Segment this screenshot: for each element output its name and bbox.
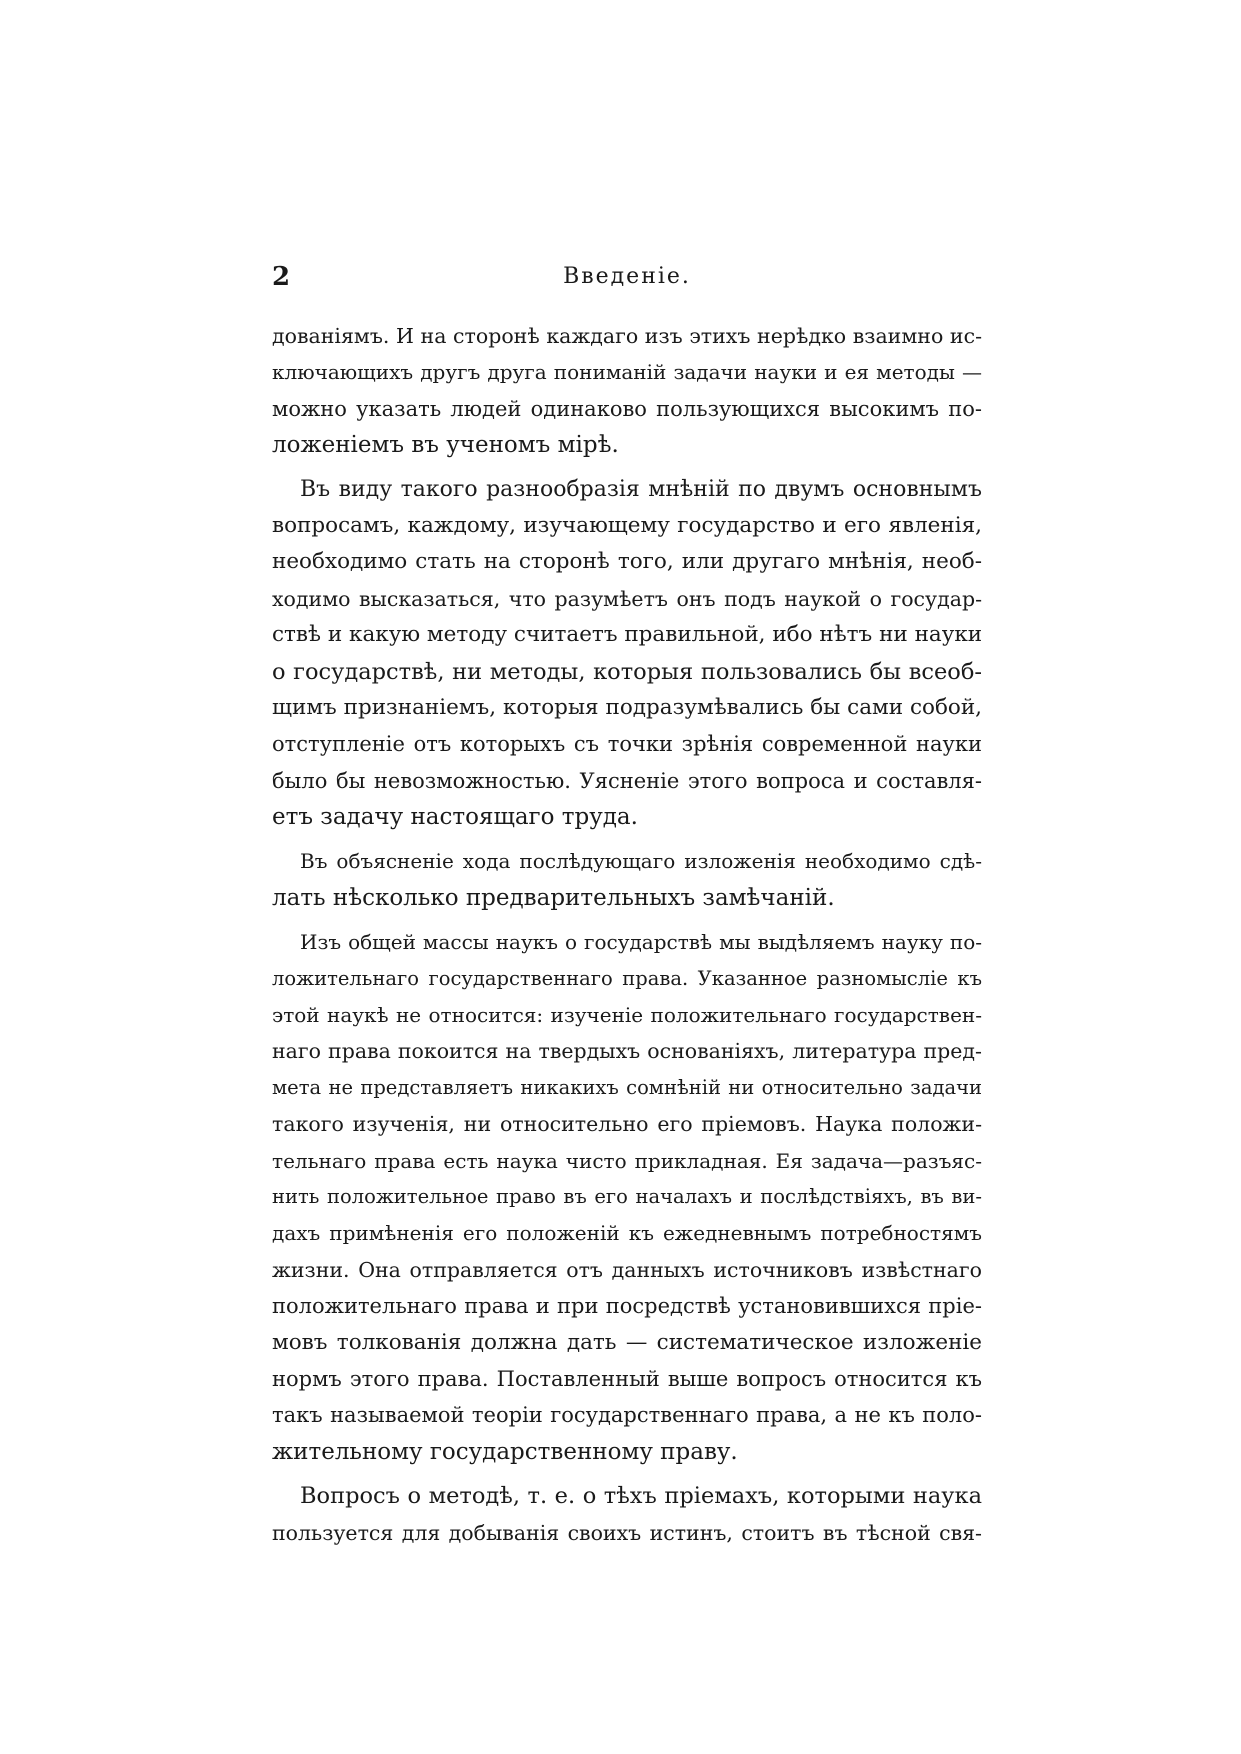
text-line: ствѣ и какую методу считаетъ правильной, ибо нѣтъ ни науки bbox=[272, 622, 983, 648]
text-line: нормъ этого права. Поставленный выше вопросъ относится къ bbox=[272, 1366, 982, 1391]
paragraph-1 bbox=[272, 318, 982, 464]
text-line: ложительнаго государственнаго права. Указанное разномысліе къ bbox=[272, 966, 982, 990]
text-line: ключающихъ другъ друга пониманій задачи науки и ея методы — bbox=[272, 360, 982, 385]
text-line: Изъ общей массы наукъ о государствѣ мы выдѣляемъ науку по- bbox=[300, 930, 982, 955]
text-line: можно указать людей одинаково пользующихся высокимъ по- bbox=[272, 396, 982, 421]
paragraph-3 bbox=[272, 843, 982, 916]
text-line: дахъ примѣненія его положеній къ ежедневнымъ потребностямъ bbox=[272, 1221, 982, 1246]
text-line: необходимо стать на сторонѣ того, или другаго мнѣнія, необ- bbox=[272, 549, 982, 575]
paragraph-2 bbox=[272, 472, 982, 836]
text-line: Въ объясненіе хода послѣдующаго изложенія необходимо сдѣ- bbox=[300, 849, 982, 874]
section-title: Введеніе. bbox=[563, 264, 691, 289]
text-line: жизни. Она отправляется отъ данныхъ источниковъ извѣстнаго bbox=[272, 1257, 982, 1282]
body-text bbox=[272, 318, 982, 1559]
text-line: жительному государственному праву. bbox=[272, 1438, 738, 1465]
text-line: Вопросъ о методѣ, т. е. о тѣхъ пріемахъ, которыми наука bbox=[300, 1483, 982, 1510]
text-line: етъ задачу настоящаго труда. bbox=[272, 804, 638, 831]
text-line: вопросамъ, каждому, изучающему государство и его явленія, bbox=[272, 512, 982, 538]
text-line: ложеніемъ въ ученомъ мірѣ. bbox=[272, 432, 619, 459]
text-line: положительнаго права и при посредствѣ установившихся пріе- bbox=[272, 1294, 982, 1319]
text-line: отступленіе отъ которыхъ съ точки зрѣнія современной науки bbox=[272, 732, 982, 757]
text-line: наго права покоится на твердыхъ основаніяхъ, литература пред- bbox=[272, 1039, 982, 1064]
paragraph-4 bbox=[272, 924, 982, 1470]
text-line: лать нѣсколько предварительныхъ замѣчаній. bbox=[272, 884, 835, 911]
text-line: было бы невозможностью. Уясненіе этого вопроса и составля- bbox=[272, 768, 982, 793]
paragraph-5 bbox=[272, 1478, 982, 1551]
running-head bbox=[272, 262, 982, 302]
text-line: такого изученія, ни относительно его пріемовъ. Наука положи- bbox=[272, 1112, 982, 1137]
text-line: тельнаго права есть наука чисто прикладная. Ея задача—разъяс- bbox=[272, 1148, 982, 1173]
text-line: нить положительное право въ его началахъ и послѣдствіяхъ, въ ви- bbox=[272, 1184, 982, 1208]
text-line: этой наукѣ не относится: изученіе положительнаго государствен- bbox=[272, 1003, 982, 1028]
text-line: о государствѣ, ни методы, которыя пользовались бы всеоб- bbox=[272, 658, 982, 685]
text-line: дованіямъ. И на сторонѣ каждаго изъ этихъ нерѣдко взаимно ис- bbox=[272, 324, 982, 348]
page-number: 2 bbox=[272, 262, 292, 292]
text-line: ходимо высказаться, что разумѣетъ онъ подъ наукой о государ- bbox=[272, 586, 982, 611]
text-line: пользуется для добыванія своихъ истинъ, стоитъ въ тѣсной свя- bbox=[272, 1520, 982, 1545]
text-line: щимъ признаніемъ, которыя подразумѣвались бы сами собой, bbox=[272, 694, 982, 720]
text-line: Въ виду такого разнообразія мнѣній по двумъ основнымъ bbox=[300, 476, 982, 502]
text-line: мовъ толкованія должна дать — систематическое изложеніе bbox=[272, 1329, 982, 1355]
text-line: мета не представляетъ никакихъ сомнѣній ни относительно задачи bbox=[272, 1075, 982, 1099]
text-line: такъ называемой теоріи государственнаго права, а не къ поло- bbox=[272, 1403, 982, 1428]
